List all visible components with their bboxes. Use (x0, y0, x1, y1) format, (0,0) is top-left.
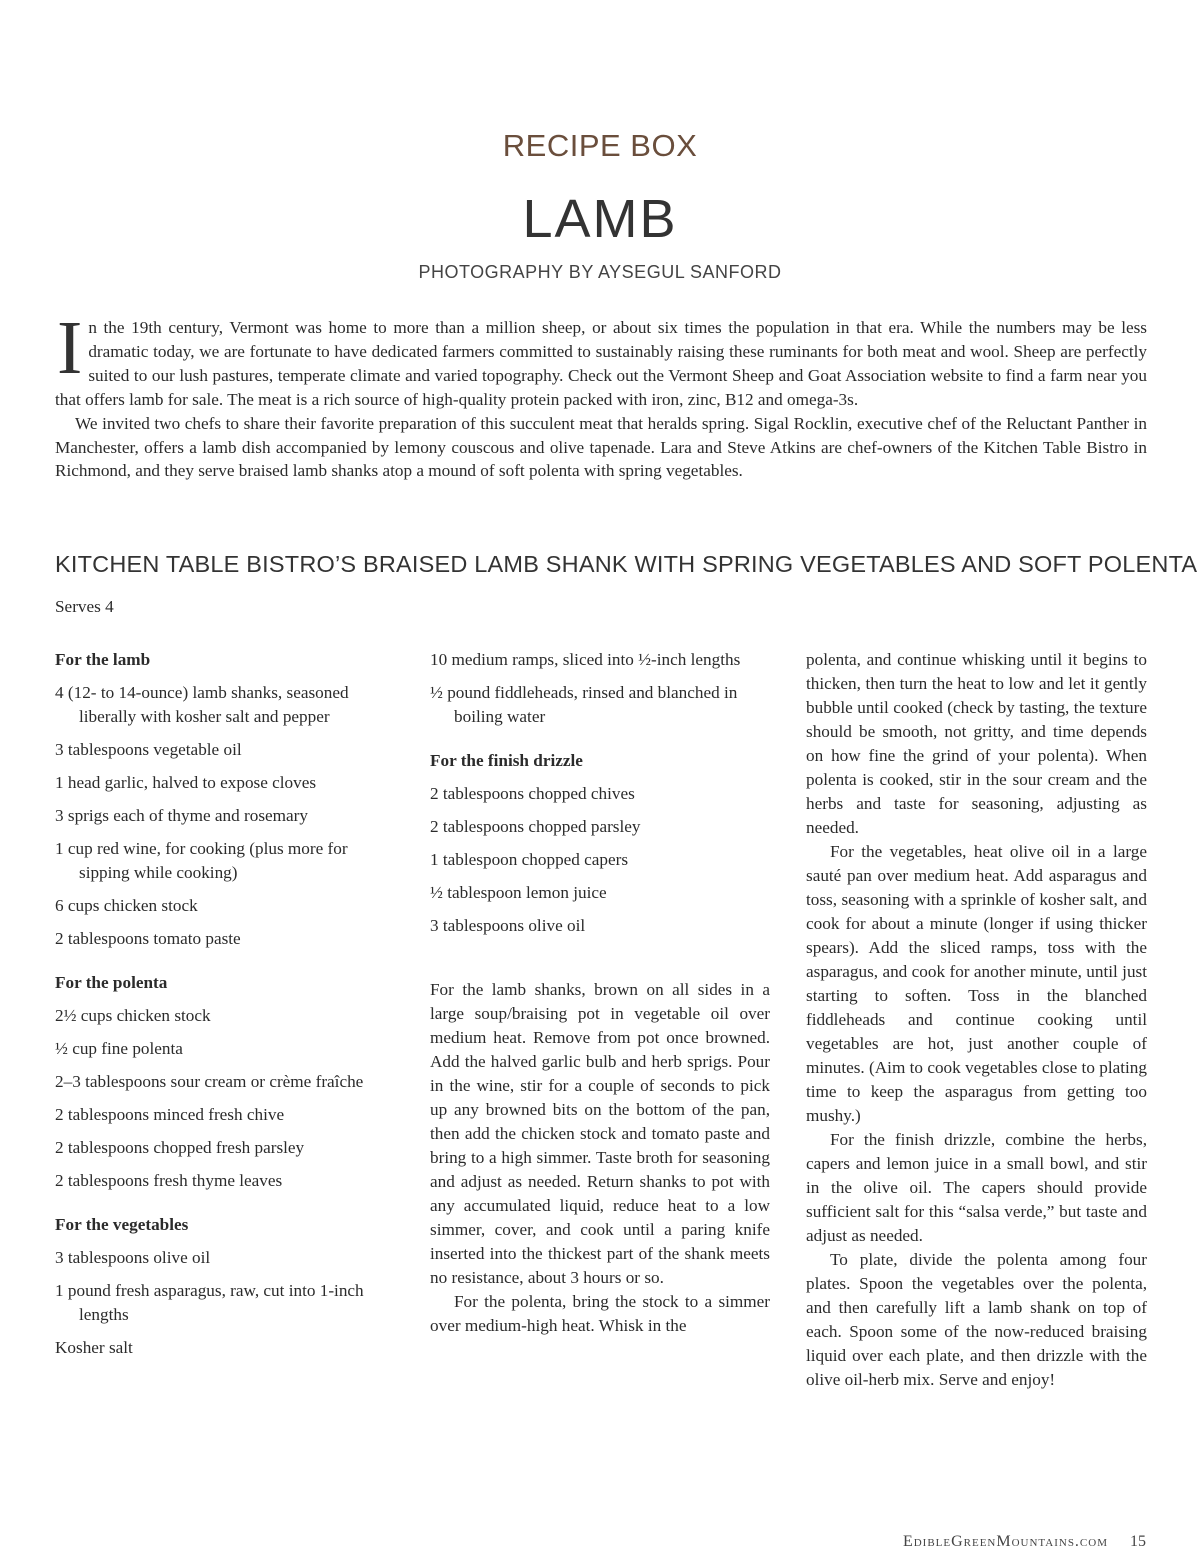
vegetables-heading: For the vegetables (55, 1215, 189, 1234)
method-paragraph: For the lamb shanks, brown on all sides in a large soup/braising pot in vegetable oil over medium heat. Remove from pot once browned. Add the halved garlic bulb and herb sprigs. Pour in the wine, stir for a couple of seconds to pick up any browned bits on the bottom of the pan, then add the chicken stock and tomato paste and bring to a high simmer. Taste broth for seasoning and adjust as needed. Return shanks to pot with any accumulated liquid, reduce heat to a low simmer, cover, and cook until a paring knife inserted into the thickest part of the shank meets no resistance, about 3 hours or so. (430, 980, 770, 1287)
ingredient-item: 3 tablespoons olive oil (55, 1248, 211, 1267)
method-paragraph: For the vegetables, heat olive oil in a large sauté pan over medium heat. Add asparagus and toss, seasoning with a sprinkle of kosher salt, and cook for about a minute (longer if using thicker spears). Add the sliced ramps, toss with the asparagus, and cook for another minute, until just starting to soften. Toss in the blanched fiddleheads and continue cooking until vegetables are hot, just another couple of minutes. (Aim to cook vegetables close to plating time to keep the asparagus from getting too mushy.) (806, 842, 1147, 1125)
intro-text (55, 306, 1147, 483)
ingredient-item: 1 pound fresh asparagus, raw, cut into 1-inch lengths (55, 1281, 364, 1324)
ingredient-item: 2–3 tablespoons sour cream or crème fraîche (55, 1072, 364, 1091)
ingredients-column-1 (55, 648, 390, 1380)
photo-credit: PHOTOGRAPHY BY AYSEGUL SANFORD (418, 262, 782, 282)
ingredient-item: 2 tablespoons tomato paste (55, 929, 241, 948)
ingredient-item: 2 tablespoons chopped parsley (430, 817, 641, 836)
ingredient-item: 2 tablespoons chopped fresh parsley (55, 1138, 305, 1157)
ingredient-item: 3 sprigs each of thyme and rosemary (55, 806, 308, 825)
ingredient-item: 1 tablespoon chopped capers (430, 850, 629, 869)
page-footer (903, 1533, 1146, 1551)
ingredient-item: 10 medium ramps, sliced into ½-inch lengths (430, 650, 741, 669)
ingredient-item: ½ pound fiddleheads, rinsed and blanched in boiling water (430, 683, 738, 726)
method-paragraph: polenta, and continue whisking until it begins to thicken, then turn the heat to low and let it gently bubble until cooked (check by tasting, the texture should be smooth, not gritty, and time depends on how fine the grind of your polenta). When polenta is cooked, stir in the sour cream and the herbs and taste for seasoning, adjusting as needed. (806, 650, 1147, 837)
ingredient-item: ½ cup fine polenta (55, 1039, 183, 1058)
ingredient-item: 3 tablespoons vegetable oil (55, 740, 242, 759)
ingredient-item: 1 head garlic, halved to expose cloves (55, 773, 317, 792)
ingredient-item: 2½ cups chicken stock (55, 1006, 211, 1025)
drop-cap: I (57, 306, 83, 390)
page-title: LAMB (522, 189, 678, 249)
ingredient-item: Kosher salt (55, 1338, 133, 1357)
method-paragraph: To plate, divide the polenta among four plates. Spoon the vegetables over the polenta, and then carefully lift a lamb shank on top of each. Spoon some of the now-reduced braising liquid over each plate, and then drizzle with the olive oil-herb mix. Serve and enjoy! (806, 1250, 1147, 1389)
ingredient-item: 2 tablespoons chopped chives (430, 784, 635, 803)
polenta-ingredients (55, 971, 390, 1193)
lamb-ingredients (55, 648, 390, 951)
ingredient-item: 6 cups chicken stock (55, 896, 198, 915)
method-column-3 (806, 648, 1147, 1392)
ingredient-item: 4 (12- to 14-ounce) lamb shanks, seasoned liberally with kosher salt and pepper (55, 683, 349, 726)
section-kicker: RECIPE BOX (502, 128, 698, 163)
ingredient-item: 2 tablespoons fresh thyme leaves (55, 1171, 283, 1190)
vegetables-ingredients-continued (430, 648, 770, 729)
ingredient-item: 2 tablespoons minced fresh chive (55, 1105, 285, 1124)
lamb-heading: For the lamb (55, 650, 151, 669)
drizzle-ingredients (430, 749, 770, 938)
website-url: EdibleGreenMountains.com (902, 1533, 1108, 1550)
method-paragraph: For the polenta, bring the stock to a simmer over medium-high heat. Whisk in the (430, 1292, 770, 1335)
serves-label: Serves 4 (55, 597, 114, 616)
ingredient-item: 1 cup red wine, for cooking (plus more for sipping while cooking) (55, 839, 348, 882)
polenta-heading: For the polenta (55, 973, 168, 992)
method-section (430, 978, 770, 1338)
ingredient-item: 3 tablespoons olive oil (430, 916, 586, 935)
intro-paragraph-2: We invited two chefs to share their favorite preparation of this succulent meat that heralds spring. Sigal Rocklin, executive chef of the Reluctant Panther in Manchester, offers a lamb dish accompanied by lemony couscous and olive tapenade. Lara and Steve Atkins are chef-owners of the Kitchen Table Bistro in Richmond, and they serve braised lamb shanks atop a mound of soft polenta with spring vegetables. (55, 413, 1147, 481)
ingredient-item: ½ tablespoon lemon juice (430, 883, 607, 902)
intro-paragraph-1-text: n the 19th century, Vermont was home to more than a million sheep, or about six times the population in that era. While the numbers may be less dramatic today, we are fortunate to have dedicated farmers committed to sustainably raising these ruminants for both meat and wool. Sheep are perfectly suited to our lush pastures, temperate climate and varied topography. Check out the Vermont Sheep and Goat Association website to find a farm near you that offers lamb for sale. The meat is a rich source of high-quality protein packed with iron, zinc, B12 and omega-3s. (55, 318, 1147, 409)
intro-paragraph-1 (55, 306, 1147, 412)
ingredients-column-2 (430, 648, 770, 1338)
method-paragraph: For the finish drizzle, combine the herbs, capers and lemon juice in a small bowl, and stir in the olive oil. The capers should provide sufficient salt for this “salsa verde,” but taste and adjust as needed. (806, 1130, 1147, 1245)
recipe-title: KITCHEN TABLE BISTRO’S BRAISED LAMB SHANK WITH SPRING VEGETABLES AND SOFT POLENTA (55, 551, 1198, 577)
drizzle-heading: For the finish drizzle (430, 751, 583, 770)
page-number: 15 (1130, 1533, 1146, 1550)
vegetables-ingredients (55, 1213, 390, 1360)
